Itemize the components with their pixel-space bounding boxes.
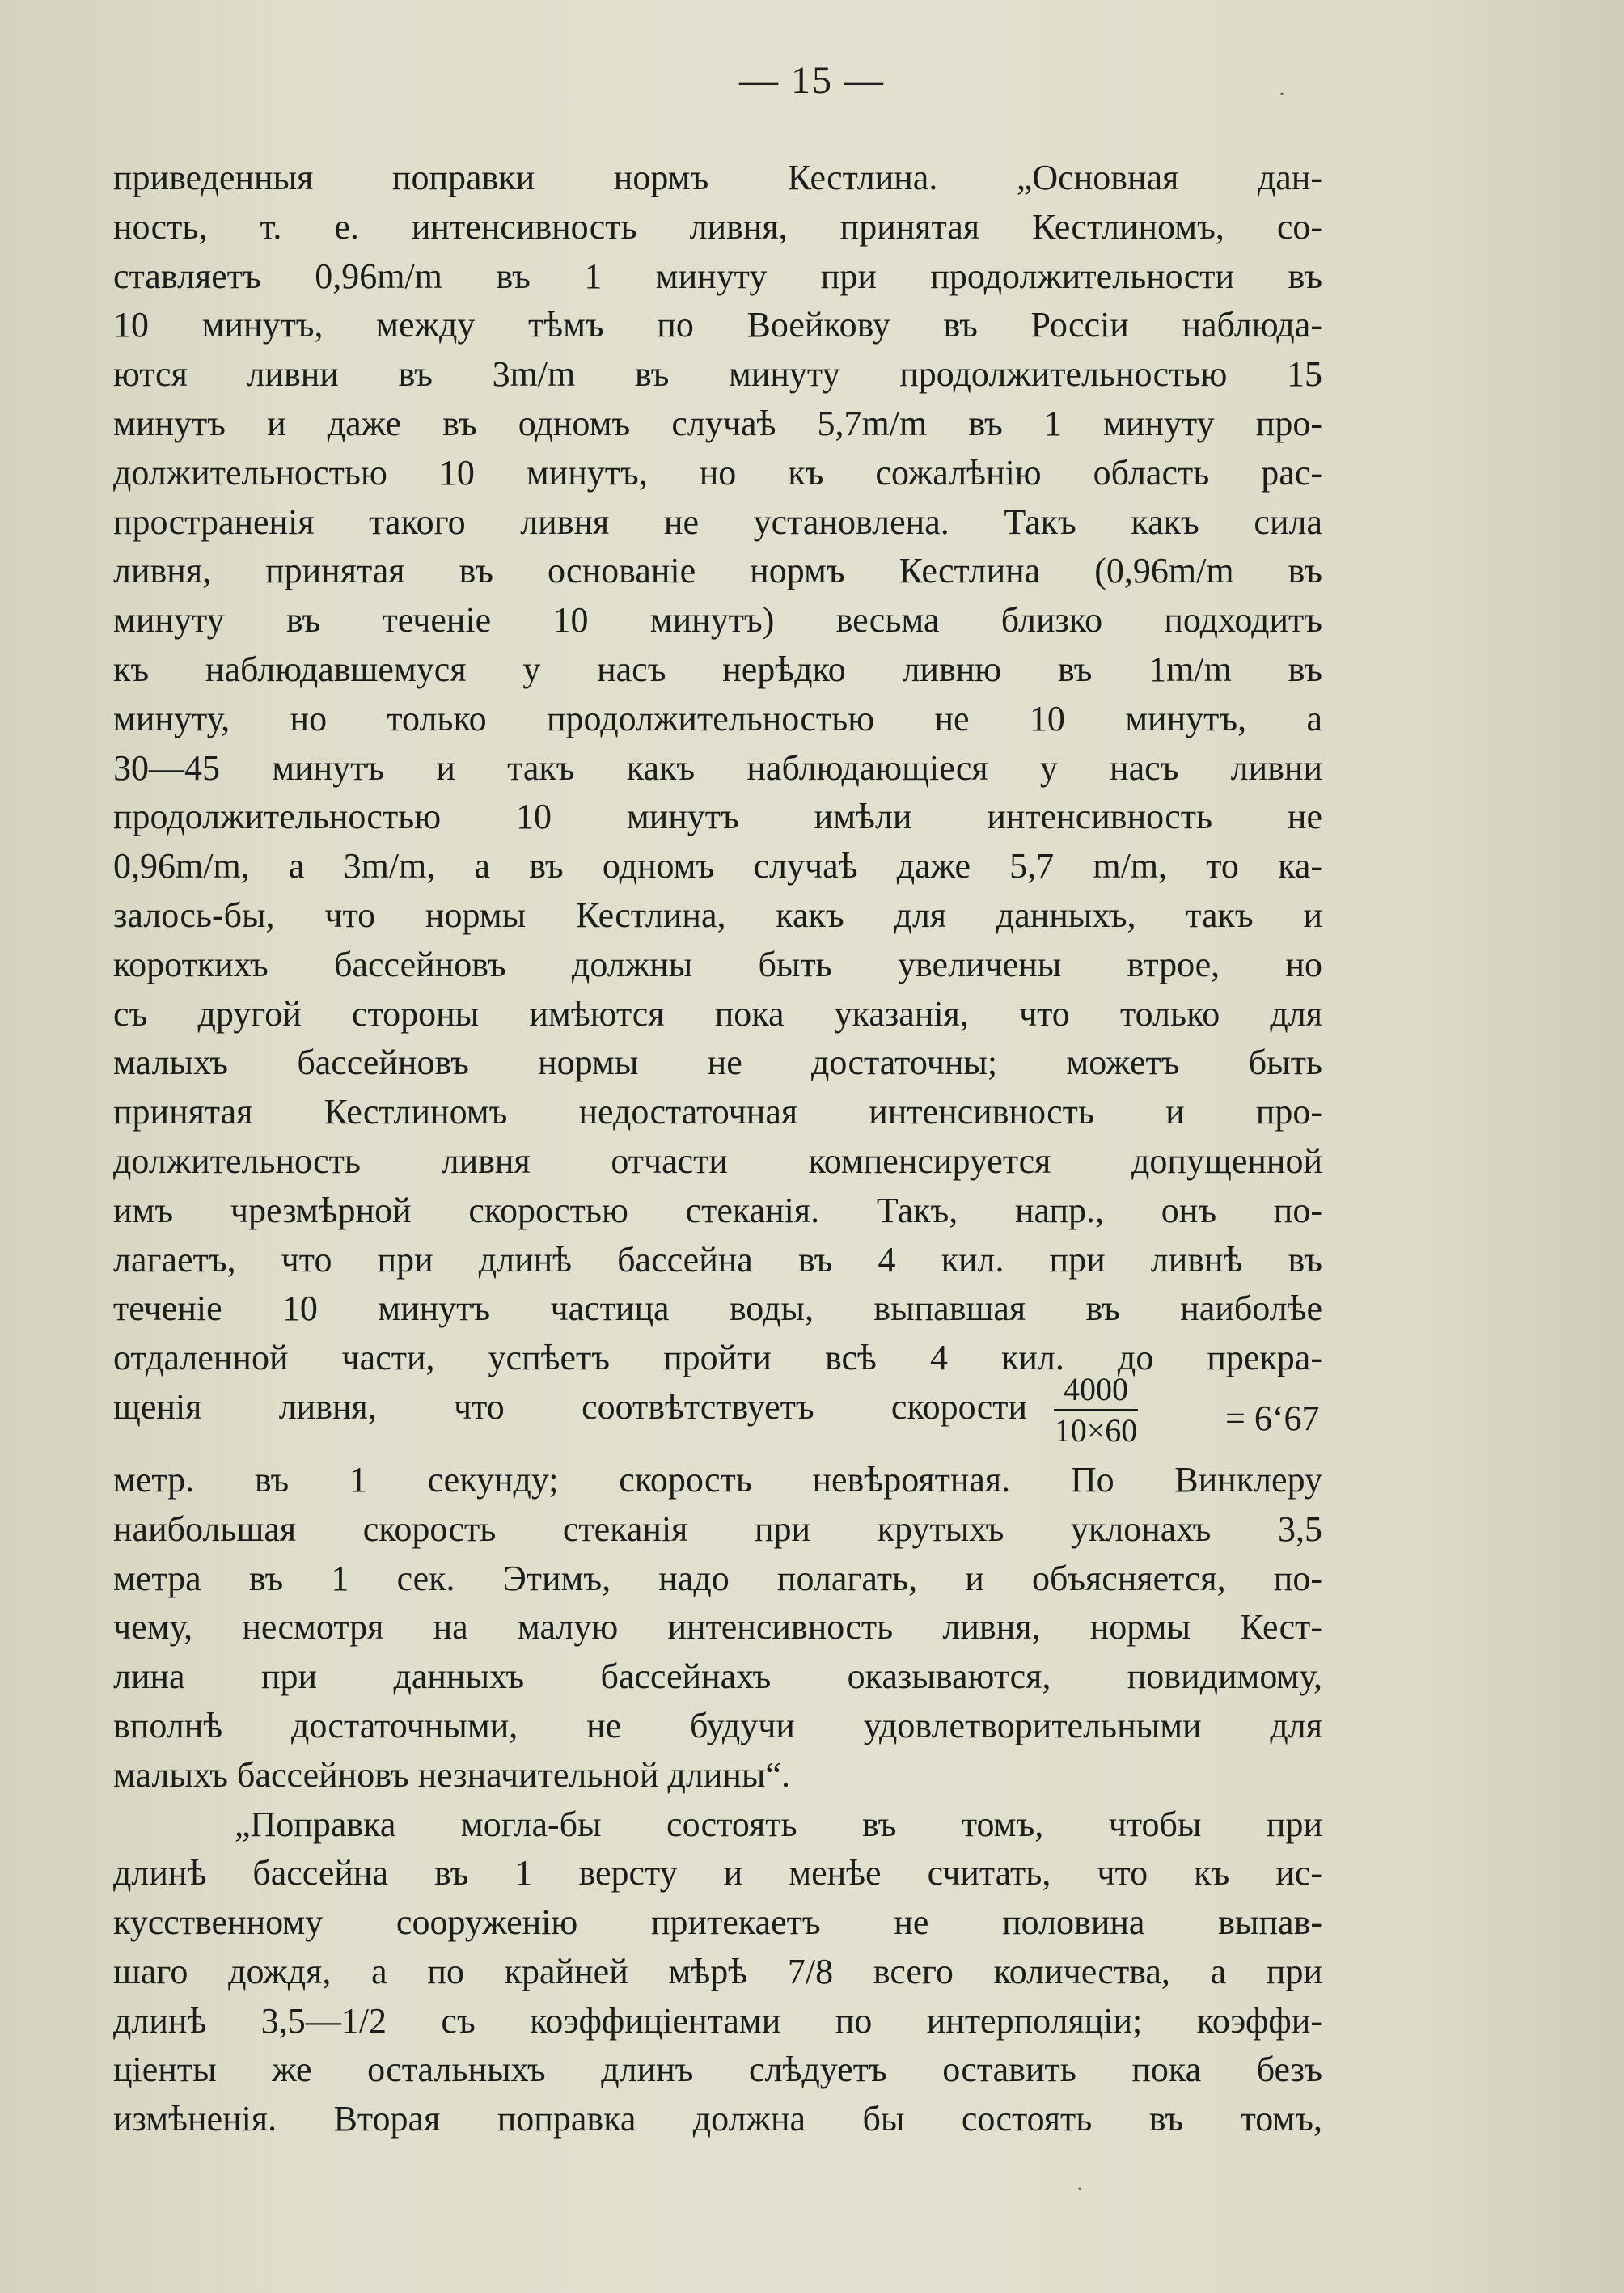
text-line: съ другой стороны имѣются пока указанія, что только для (113, 993, 1322, 1034)
text-line: должительность ливня отчасти компенсируется допущенной (113, 1140, 1322, 1181)
text-line: длинѣ 3,5—1/2 съ коэффиціентами по интерполяціи; коэффи- (113, 2000, 1322, 2041)
formula-result: = 6‘67 (1225, 1398, 1320, 1438)
formula-line (113, 1370, 1322, 1456)
text-line: ставляетъ 0,96m/m въ 1 минуту при продолжительности въ (113, 256, 1322, 296)
text-line: шаго дождя, а по крайней мѣрѣ 7/8 всего количества, а при (113, 1951, 1322, 1991)
text-line: должительностью 10 минутъ, но къ сожалѣнію область рас- (113, 452, 1322, 493)
paragraph-first-line: „Поправка могла-бы состоять въ томъ, чтобы при (235, 1804, 1322, 1844)
body-text (113, 154, 1322, 2144)
text-line: малыхъ бассейновъ нормы не достаточны; можетъ быть (113, 1043, 1322, 1083)
text-line: метра въ 1 сек. Этимъ, надо полагать, и объясняется, по- (113, 1558, 1322, 1598)
velocity-fraction (1054, 1372, 1138, 1449)
fraction-denominator: 10×60 (1054, 1411, 1138, 1449)
margin-speck: · (1076, 2176, 1084, 2202)
text-line: короткихъ бассейновъ должны быть увеличены втрое, но (113, 944, 1322, 984)
text-line: чему, несмотря на малую интенсивность ливня, нормы Кест- (113, 1607, 1322, 1648)
margin-speck: · (1278, 81, 1286, 108)
text-line: имъ чрезмѣрной скоростью стеканія. Такъ, напр., онъ по- (113, 1190, 1322, 1230)
text-line: измѣненія. Вторая поправка должна бы состоять въ томъ, (113, 2099, 1322, 2139)
text-line: метр. въ 1 секунду; скорость невѣроятная. По Винклеру (113, 1459, 1322, 1500)
text-line: минутъ и даже въ одномъ случаѣ 5,7m/m въ 1 минуту про- (113, 403, 1322, 443)
text-line: ливня, принятая въ основаніе нормъ Кестлина (0,96m/m въ (113, 551, 1322, 591)
text-line: малыхъ бассейновъ незначительной длины“. (113, 1754, 791, 1795)
text-line: минуту, но только продолжительностью не 10 минутъ, а (113, 698, 1322, 738)
text-line: продолжительностью 10 минутъ имѣли интенсивность не (113, 797, 1322, 837)
text-line: къ наблюдавшемуся у насъ нерѣдко ливню въ 1m/m въ (113, 649, 1322, 689)
text-line: лагаетъ, что при длинѣ бассейна въ 4 кил. при ливнѣ въ (113, 1239, 1322, 1280)
text-line: 10 минутъ, между тѣмъ по Воейкову въ Россіи наблюда- (113, 305, 1322, 345)
text-line: приведенныя поправки нормъ Кестлина. „Основная дан- (113, 158, 1322, 197)
text-line: 0,96m/m, а 3m/m, а въ одномъ случаѣ даже 5,7 m/m, то ка- (113, 846, 1322, 886)
text-line: пространенія такого ливня не установлена. Такъ какъ сила (113, 501, 1322, 542)
text-line: ціенты же остальныхъ длинъ слѣдуетъ оставить пока безъ (113, 2050, 1322, 2090)
text-line: лина при данныхъ бассейнахъ оказываются, повидимому, (113, 1656, 1322, 1697)
text-line: минуту въ теченіе 10 минутъ) весьма близко подходитъ (113, 600, 1322, 641)
text-line: длинѣ бассейна въ 1 версту и менѣе считать, что къ ис- (113, 1853, 1322, 1893)
fraction-numerator: 4000 (1054, 1372, 1138, 1411)
text-line: теченіе 10 минутъ частица воды, выпавшая въ наиболѣе (113, 1288, 1322, 1329)
text-line: 30—45 минутъ и такъ какъ наблюдающіеся у насъ ливни (113, 747, 1322, 788)
text-line: залось-бы, что нормы Кестлина, какъ для данныхъ, такъ и (113, 895, 1322, 935)
text-line: кусственному сооруженію притекаетъ не половина выпав- (113, 1902, 1322, 1943)
text-line: отдаленной части, успѣетъ пройти всѣ 4 кил. до прекра- (113, 1338, 1322, 1378)
text-line: ность, т. е. интенсивность ливня, принятая Кестлиномъ, со- (113, 206, 1322, 247)
text-line: вполнѣ достаточными, не будучи удовлетворительными для (113, 1705, 1322, 1745)
text-line: наибольшая скорость стеканія при крутыхъ уклонахъ 3,5 (113, 1508, 1322, 1549)
page-number: — 15 — (739, 59, 885, 102)
formula-lead-text: щенія ливня, что соотвѣтствуетъ скорости (113, 1386, 1027, 1427)
text-line: принятая Кестлиномъ недостаточная интенсивность и про- (113, 1092, 1322, 1132)
text-line: ются ливни въ 3m/m въ минуту продолжительностью 15 (113, 354, 1322, 395)
